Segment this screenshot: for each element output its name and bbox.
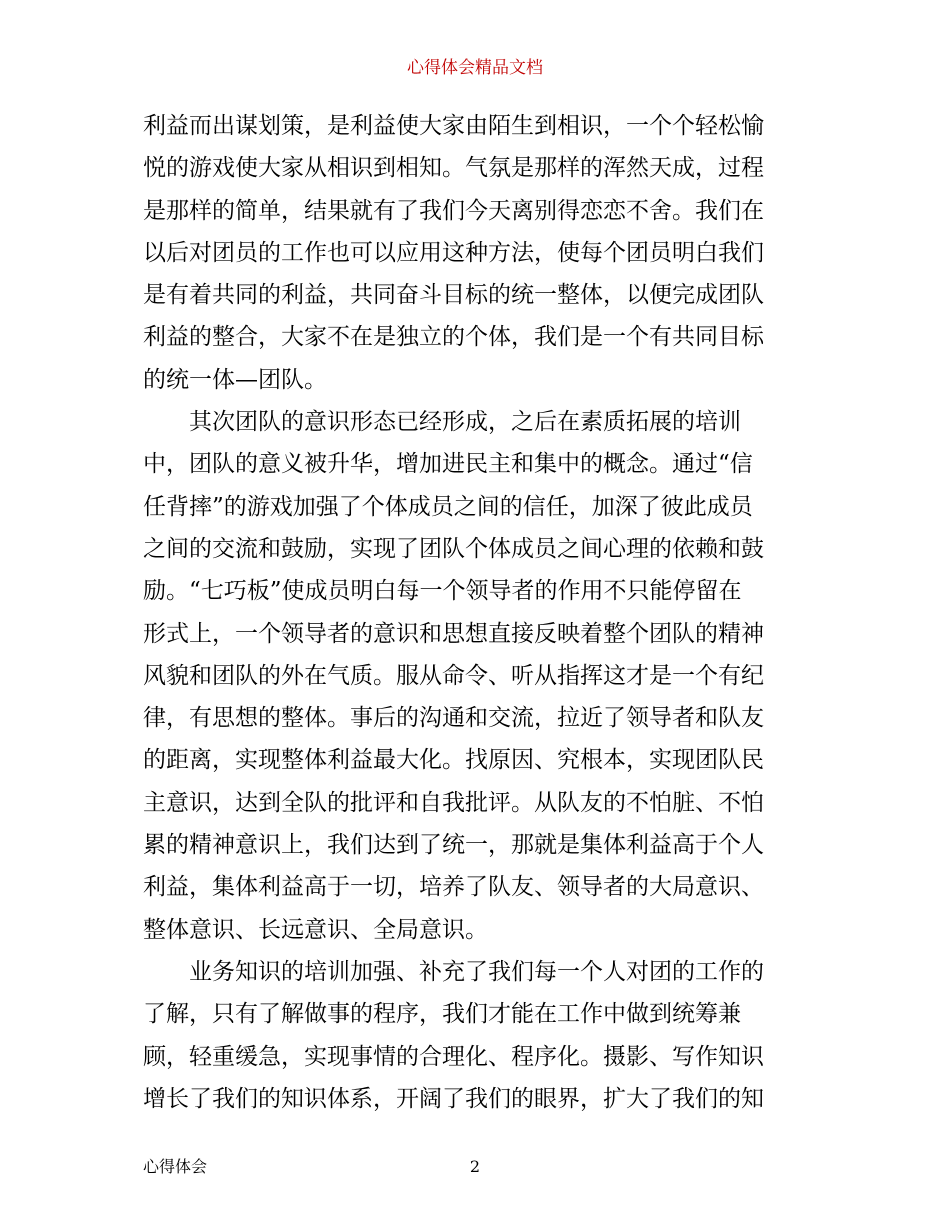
body-line: 任背摔”的游戏加强了个体成员之间的信任，加深了彼此成员 bbox=[143, 493, 753, 520]
body-line: 增长了我们的知识体系，开阔了我们的眼界，扩大了我们的知 bbox=[143, 1085, 764, 1112]
body-line: 主意识，达到全队的批评和自我批评。从队友的不怕脏、不怕 bbox=[143, 789, 764, 816]
page-number: 2 bbox=[469, 1157, 481, 1176]
document-header-title: 心得体会精品文档 bbox=[407, 58, 543, 78]
body-line: 其次团队的意识形态已经形成，之后在素质拓展的培训 bbox=[189, 409, 741, 436]
body-line: 整体意识、长远意识、全局意识。 bbox=[143, 916, 488, 943]
body-line: 之间的交流和鼓励，实现了团队个体成员之间心理的依赖和鼓 bbox=[143, 535, 764, 562]
body-line: 风貌和团队的外在气质。服从命令、听从指挥这才是一个有纪 bbox=[143, 662, 764, 689]
body-line: 业务知识的培训加强、补充了我们每一个人对团的工作的 bbox=[189, 958, 764, 985]
body-line: 中，团队的意义被升华，增加进民主和集中的概念。通过“信 bbox=[143, 451, 753, 478]
body-line: 以后对团员的工作也可以应用这种方法，使每个团员明白我们 bbox=[143, 239, 764, 266]
body-line: 形式上，一个领导者的意识和思想直接反映着整个团队的精神 bbox=[143, 620, 764, 647]
document-body bbox=[143, 105, 815, 1120]
footer-label: 心得体会 bbox=[143, 1157, 208, 1176]
body-line: 是那样的简单，结果就有了我们今天离别得恋恋不舍。我们在 bbox=[143, 197, 764, 224]
body-line: 励。“七巧板”使成员明白每一个领导者的作用不只能停留在 bbox=[143, 578, 742, 605]
body-line: 的统一体—团队。 bbox=[143, 366, 327, 393]
body-line: 顾，轻重缓急，实现事情的合理化、程序化。摄影、写作知识 bbox=[143, 1043, 764, 1070]
body-line: 利益的整合，大家不在是独立的个体，我们是一个有共同目标 bbox=[143, 324, 764, 351]
body-line: 了解，只有了解做事的程序，我们才能在工作中做到统筹兼 bbox=[143, 1001, 741, 1028]
body-line: 悦的游戏使大家从相识到相知。气氛是那样的浑然天成，过程 bbox=[143, 155, 764, 182]
body-line: 累的精神意识上，我们达到了统一，那就是集体利益高于个人 bbox=[143, 832, 764, 859]
body-line: 的距离，实现整体利益最大化。找原因、究根本，实现团队民 bbox=[143, 747, 764, 774]
body-line: 律，有思想的整体。事后的沟通和交流，拉近了领导者和队友 bbox=[143, 705, 764, 732]
body-line: 利益而出谋划策，是利益使大家由陌生到相识，一个个轻松愉 bbox=[143, 113, 764, 139]
body-line: 是有着共同的利益，共同奋斗目标的统一整体，以便完成团队 bbox=[143, 282, 764, 309]
body-line: 利益，集体利益高于一切，培养了队友、领导者的大局意识、 bbox=[143, 874, 764, 901]
